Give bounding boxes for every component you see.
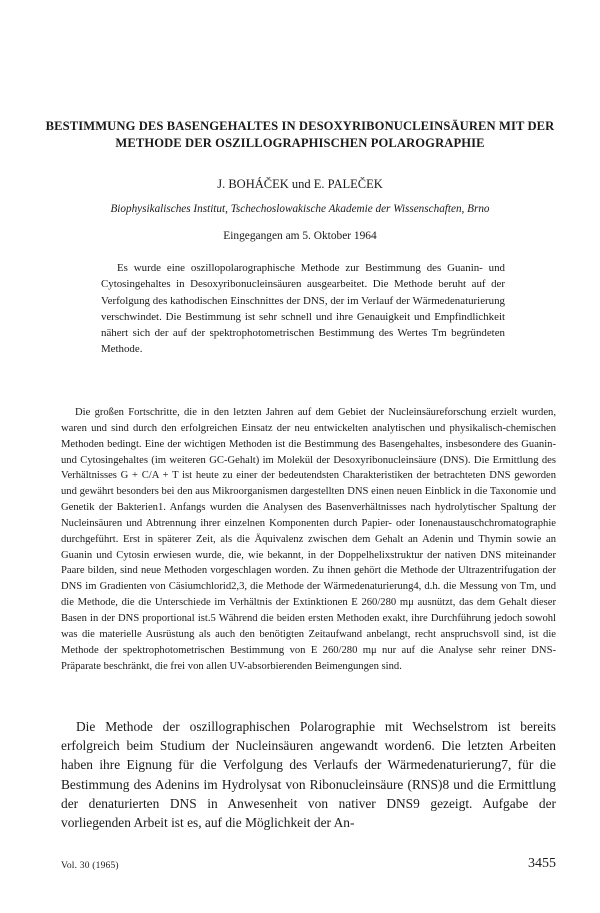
paper-title: BESTIMMUNG DES BASENGEHALTES IN DESOXYRIBONUCLEINSÄUREN MIT DER METHODE DER OSZILLOGRAPHISCHEN POLAROGRAPHIE (45, 119, 555, 150)
abstract-text: Es wurde eine oszillopolarographische Methode zur Bestimmung des Guanin- und Cytosingehaltes in Desoxyribonucleinsäuren ausgearbeitet. Die Methode beruht auf der Verfolgung des kathodischen Einschnittes der DNS, der im Verlauf der Wärmedenaturierung verschwindet. Die Bestimmung ist sehr schnell und ihre Genauigkeit und Empfindlichkeit nähert sich der auf der spektrophotometrischen Bestimmung des Wertes Tm begründeten Methode. (101, 262, 505, 356)
body-paragraph: Die Methode der oszillographischen Polarographie mit Wechselstrom ist bereits erfolgreich beim Studium der Nucleinsäuren angewandt worden6. Die letzten Arbeiten haben ihre Eignung für die Verfolgung des Verlaufs der Wärmedenaturierung7, für die Bestimmung des Adenins im Hydrolysat von Ribonucleinsäure (RNS)8 und die Ermittlung der denaturierten DNS in Anwesenheit von nativer DNS9 gezeigt. Aufgabe der vorliegenden Arbeit ist es, auf die Möglichkeit der An- (61, 719, 556, 831)
body-paragraph-block (61, 717, 556, 832)
intro-paragraph-block (61, 405, 556, 674)
authors-line: J. BOHÁČEK und E. PALEČEK (217, 177, 383, 191)
affiliation-line: Biophysikalisches Institut, Tschechoslowakische Akademie der Wissenschaften, Brno (110, 203, 490, 215)
abstract-block (101, 260, 505, 358)
journal-volume: Vol. 30 (1965) (61, 861, 119, 871)
intro-paragraph: Die großen Fortschritte, die in den letzten Jahren auf dem Gebiet der Nucleinsäureforschung erzielt wurden, waren und sind durch den erfolgreichen Einsatz der neu entwickelten analytischen und physikalisch-chemischen Methoden bedingt. Eine der wichtigen Methoden ist die Bestimmung des Basengehaltes, insbesondere des Guanin- und Cytosingehaltes (im weiteren GC-Gehalt) im Molekül der Desoxyribonucleinsäure (DNS). Die Ermittlung des Verhältnisses G + C/A + T ist heute zu einer der bedeutendsten Charakteristiken der betrachteten DNS geworden und gewährt besonders bei den aus Mikroorganismen dargestellten DNS einen neuen Einblick in die Taxonomie und Genetik der Bakterien1. Anfangs wurden die Analysen des Basenverhältnisses nach hydrolytischer Spaltung der Nucleinsäuren und Abtrennung ihrer einzelnen Komponenten durch Papier- oder Ionenaustauschchromatographie durchgeführt. Erst in späterer Zeit, als die Äquivalenz zwischen dem Gehalt an Adenin und Thymin sowie an Guanin und Cytosin erwiesen wurde, die, wie bekannt, in der Doppelhelixstruktur der nativen DNS miteinander Paare bilden, sind neue Methoden vorgeschlagen worden. Zu ihnen gehört die Methode der Ultrazentrifugation der DNS im Gradienten von Cäsiumchlorid2,3, die Methode der Wärmedenaturierung4, d.h. die Messung von Tm, und die Methode, die die Unterschiede im Verhältnis der Extinktionen E 260/280 mμ ausnützt, das dem Gehalt dieser Basen in der DNS proportional ist.5 Während die beiden ersten Methoden exakt, ihre Durchführung jedoch sowohl was die materielle Ausrüstung als auch den benötigten Zeitaufwand anbelangt, recht anspruchsvoll sind, ist die Methode der spektrophotometrischen Bestimmung von E 260/280 mμ nur auf die Analyse sehr reiner DNS-Präparate beschränkt, die frei von allen UV-absorbierenden Beimengungen sind. (61, 407, 556, 672)
received-date: Eingegangen am 5. Oktober 1964 (223, 230, 377, 242)
page-number: 3455 (528, 856, 556, 871)
